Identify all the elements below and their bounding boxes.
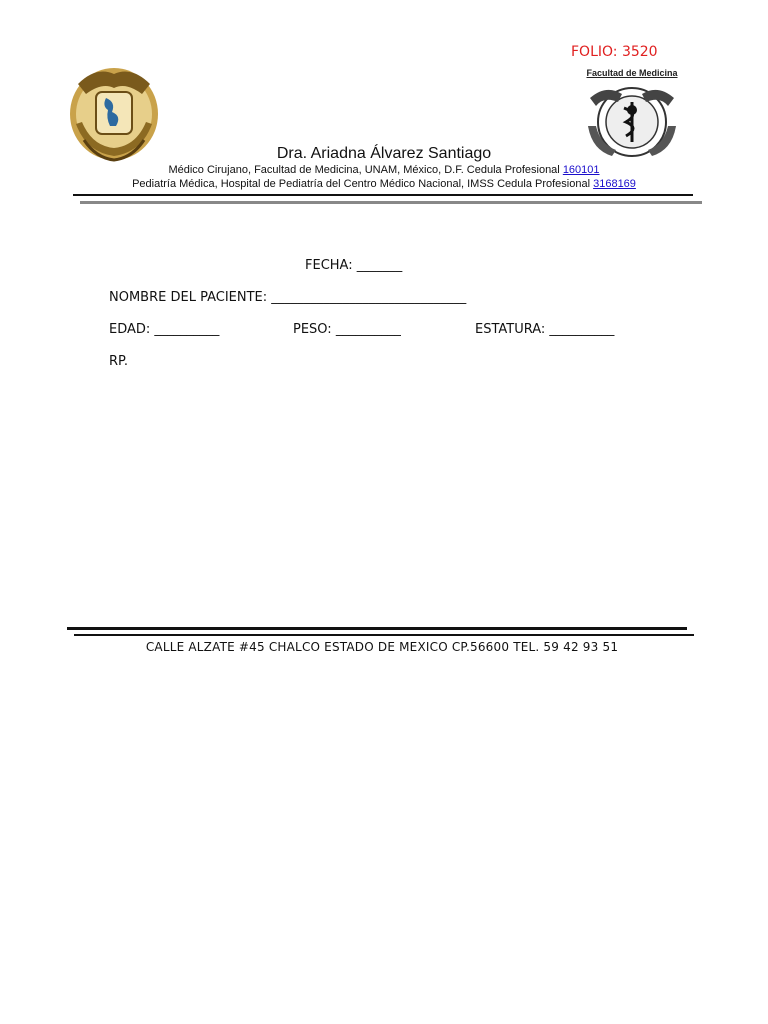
header-divider-bottom — [80, 201, 702, 204]
patient-name-field: NOMBRE DEL PACIENTE: ______________________________ — [109, 290, 467, 305]
peso-field: PESO: __________ — [293, 322, 401, 337]
cedula-link-160101[interactable]: 160101 — [562, 164, 600, 176]
edad-field: EDAD: __________ — [109, 322, 220, 337]
credential-line-2 — [0, 178, 768, 190]
credential-line-1-text: Médico Cirujano, Facultad de Medicina, UNAM, México, D.F. Cedula Profesional — [168, 164, 563, 176]
facultad-medicina-title: Facultad de Medicina — [586, 68, 678, 78]
footer-divider-bottom — [74, 634, 694, 636]
rp-label: RP. — [109, 354, 128, 369]
footer-divider-top — [67, 627, 687, 630]
fecha-field: FECHA: _______ — [305, 258, 403, 273]
header-divider-top — [73, 194, 693, 196]
cedula-link-3168169[interactable]: 3168169 — [593, 178, 636, 190]
footer-address: CALLE ALZATE #45 CHALCO ESTADO DE MEXICO CP.56600 TEL. 59 42 93 51 — [145, 640, 619, 654]
doctor-name: Dra. Ariadna Álvarez Santiago — [276, 145, 492, 162]
estatura-field: ESTATURA: __________ — [475, 322, 615, 337]
credential-line-2-text: Pediatría Médica, Hospital de Pediatría del Centro Médico Nacional, IMSS Cedula Profesional — [132, 178, 594, 190]
folio-number: FOLIO: 3520 — [571, 44, 658, 60]
credential-line-1 — [0, 164, 768, 176]
